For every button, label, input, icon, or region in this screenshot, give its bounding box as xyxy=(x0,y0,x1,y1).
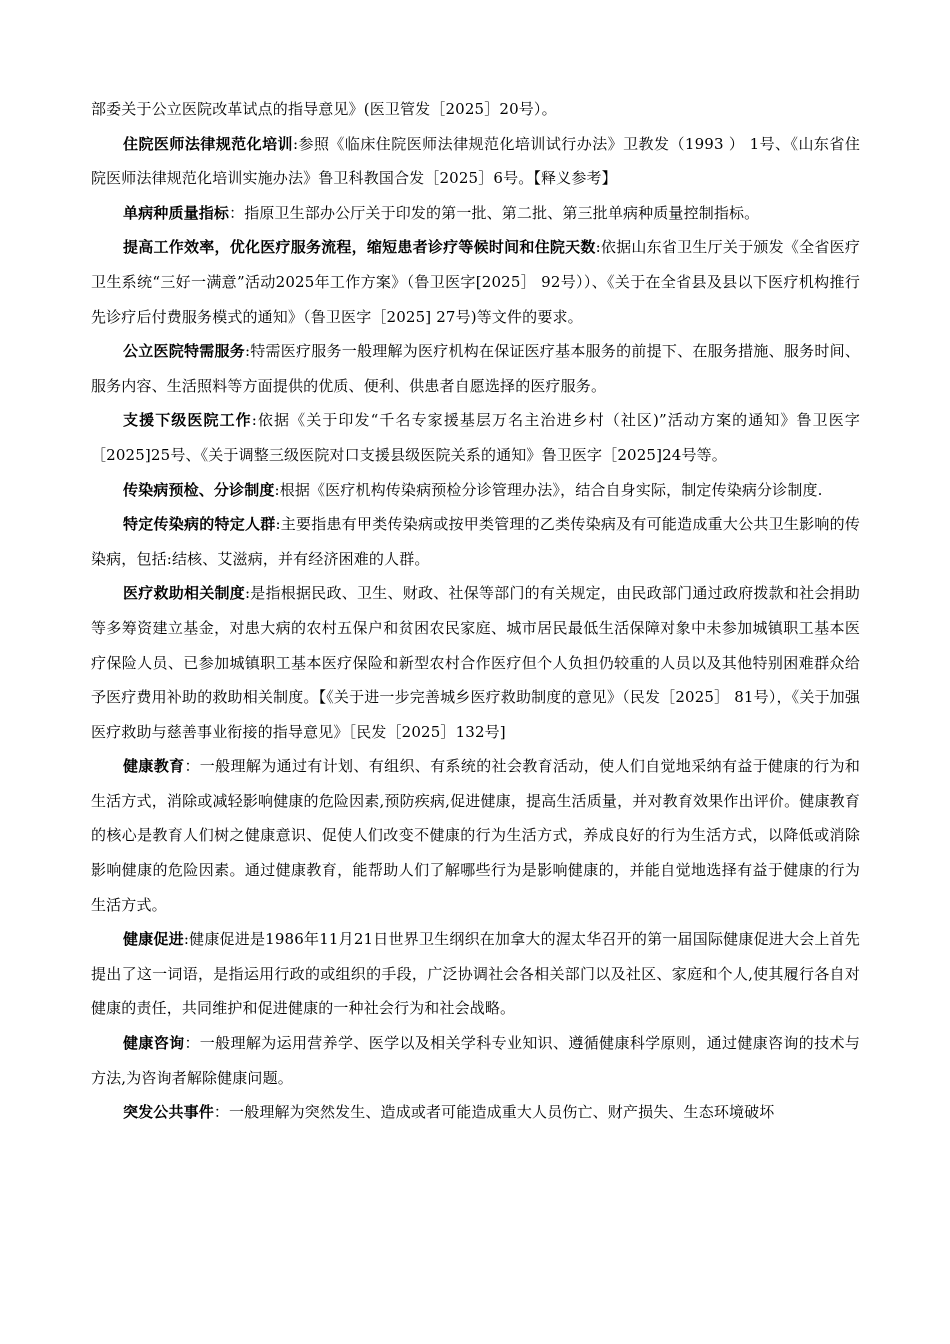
paragraph-term: 住院医师法律规范化培训 xyxy=(123,134,294,153)
paragraph-term: 医疗救助相关制度 xyxy=(123,584,245,603)
paragraph-12 xyxy=(91,1095,860,1130)
paragraph-body: ：一般理解为突然发生、造成或者可能造成重大人员伤亡、财产损失、生态环境破坏 xyxy=(213,1103,775,1122)
paragraph-term: 突发公共事件 xyxy=(123,1103,214,1122)
paragraph-2 xyxy=(91,196,860,231)
paragraph-0 xyxy=(91,92,860,127)
paragraph-body: :是指根据民政、卫生、财政、社保等部门的有关规定，由民政部门通过政府拨款和社会捐助等多筹资建立基金，对患大病的农村五保户和贫困农民家庭、城市居民最低生活保障对象中未参加城镇职工基本医疗保险人员、已参加城镇职工基本医疗保险和新型农村合作医疗但个人负担仍较重的人员以及其他特别困难群众给予医疗费用补助的救助相关制度。【《关于进一步完善城乡医疗救助制度的意见》（民发［2025］ 81号），《关于加强医疗救助与慈善事业衔接的指导意见》［民发［2025］132号] xyxy=(91,584,860,741)
paragraph-body: :特需医疗服务一般理解为医疗机构在保证医疗基本服务的前提下、在服务措施、服务时间、服务内容、生活照料等方面提供的优质、便利、供患者自愿选择的医疗服务。 xyxy=(91,342,860,395)
paragraph-term: 健康教育 xyxy=(123,757,185,776)
paragraph-9 xyxy=(91,749,860,922)
paragraph-term: 健康咨询 xyxy=(123,1034,185,1053)
paragraph-body: ：一般理解为通过有计划、有组织、有系统的社会教育活动，使人们自觉地采纳有益于健康的行为和生活方式，消除或减轻影响健康的危险因素,预防疾病,促进健康，提高生活质量，并对教育效果作出评价。健康教育的核心是教育人们树之健康意识、促使人们改变不健康的行为生活方式，养成良好的行为生活方式，以降低或消除影响健康的危险因素。通过健康教育，能帮助人们了解哪些行为是影响健康的，并能自觉地选择有益于健康的行为生活方式。 xyxy=(91,757,860,914)
paragraph-term: 健康促进 xyxy=(123,930,184,949)
paragraph-body: :依据《关于印发“千名专家援基层万名主治进乡村（社区)”活动方案的通知》鲁卫医字［2025]25号、《关于调整三级医院对口支援县级医院关系的通知》鲁卫医字［2025]24号等。 xyxy=(91,411,861,464)
paragraph-term: 提高工作效率，优化医疗服务流程，缩短患者诊疗等候时间和住院天数 xyxy=(123,238,596,257)
paragraph-term: 传染病预检、分诊制度 xyxy=(123,480,275,499)
paragraph-body: :健康促进是1986年11月21日世界卫生纲织在加拿大的渥太华召开的第一届国际健康促进大会上首先提出了这一词语，是指运用行政的或组织的手段，广泛协调社会各相关部门以及社区、家庭和个人,使其履行各自对健康的责任，共同维护和促进健康的一种社会行为和社会战略。 xyxy=(91,930,860,1018)
paragraph-11 xyxy=(91,1026,860,1095)
paragraph-term: 单病种质量指标 xyxy=(123,203,230,222)
paragraph-8 xyxy=(91,576,860,749)
paragraph-term: 特定传染病的特定人群 xyxy=(123,515,276,534)
paragraph-6 xyxy=(91,473,860,508)
paragraph-7 xyxy=(91,507,860,576)
paragraph-body: ：指原卫生部办公厅关于印发的第一批、第二批、第三批单病种质量控制指标。 xyxy=(229,203,760,222)
paragraph-4 xyxy=(91,334,860,403)
paragraph-5 xyxy=(91,403,860,472)
paragraph-1 xyxy=(91,127,860,196)
paragraph-body: ：一般理解为运用营养学、医学以及相关学科专业知识、遵循健康科学原则，通过健康咨询的技术与方法,为咨询者解除健康问题。 xyxy=(91,1034,860,1087)
paragraph-3 xyxy=(91,230,860,334)
paragraph-body: 部委关于公立医院改革试点的指导意见》(医卫管发［2025］20号）。 xyxy=(91,100,557,118)
paragraph-body: :主要指患有甲类传染病或按甲类管理的乙类传染病及有可能造成重大公共卫生影响的传染病，包括:结核、艾滋病，并有经济困难的人群。 xyxy=(91,515,860,568)
paragraph-body: :根据《医疗机构传染病预检分诊管理办法》，结合自身实际，制定传染病分诊制度. xyxy=(274,480,823,499)
paragraph-body: :依据山东省卫生厅关于颁发《全省医疗卫生系统“三好一满意”活动2025年工作方案》（鲁卫医字[2025］ 92号））、《关于在全省县及县以下医疗机构推行先诊疗后付费服务模式的通知》（鲁卫医字［2025] 27号)等文件的要求。 xyxy=(91,238,861,326)
paragraph-10 xyxy=(91,922,860,1026)
paragraph-term: 公立医院特需服务 xyxy=(123,342,245,361)
paragraph-body: :参照《临床住院医师法律规范化培训试行办法》卫教发（1993 ） 1号、《山东省住院医师法律规范化培训实施办法》鲁卫科教国合发［2025］6号。【释义参考】 xyxy=(91,134,860,188)
paragraph-term: 支援下级医院工作 xyxy=(123,411,252,430)
